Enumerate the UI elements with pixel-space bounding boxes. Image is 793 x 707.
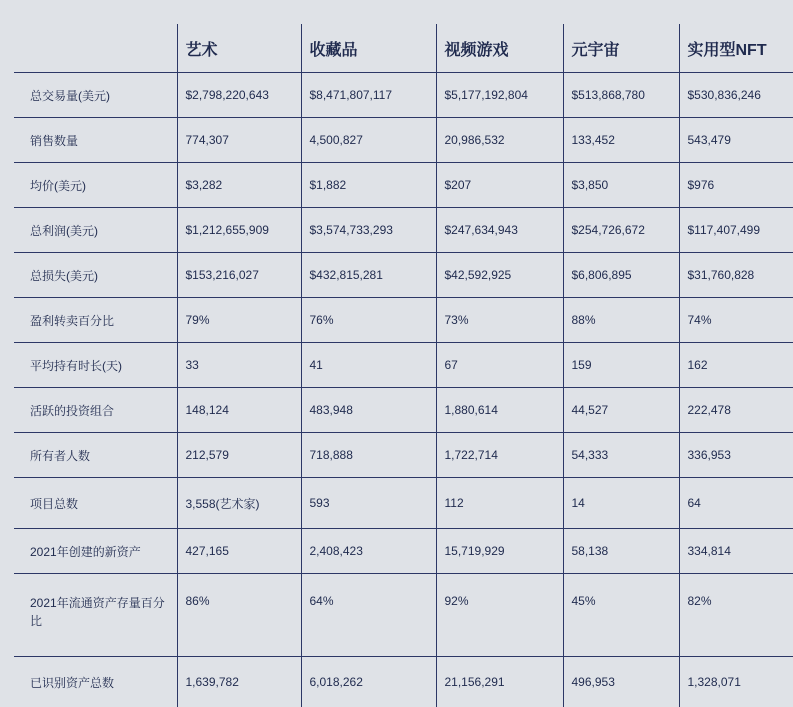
table-cell: $8,471,807,117 (301, 73, 436, 118)
table-cell: $513,868,780 (563, 73, 679, 118)
table-cell: 4,500,827 (301, 118, 436, 163)
table-cell: $42,592,925 (436, 253, 563, 298)
table-cell: 14 (563, 478, 679, 529)
table-cell: $153,216,027 (177, 253, 301, 298)
table-row-avg-price (14, 163, 793, 208)
row-label: 已识别资产总数 (14, 657, 177, 707)
table-cell: 82% (679, 574, 793, 657)
table-cell: $2,798,220,643 (177, 73, 301, 118)
table-cell: $1,212,655,909 (177, 208, 301, 253)
table-cell: $5,177,192,804 (436, 73, 563, 118)
table-cell: 1,880,614 (436, 388, 563, 433)
table-cell: $1,882 (301, 163, 436, 208)
table-cell: 222,478 (679, 388, 793, 433)
row-label: 2021年创建的新资产 (14, 529, 177, 574)
table-cell: 79% (177, 298, 301, 343)
table-cell: 148,124 (177, 388, 301, 433)
nft-category-table (14, 24, 793, 707)
table-cell: 64% (301, 574, 436, 657)
table-cell: 133,452 (563, 118, 679, 163)
table-cell: $254,726,672 (563, 208, 679, 253)
table-cell: 1,639,782 (177, 657, 301, 707)
row-label: 销售数量 (14, 118, 177, 163)
table-cell: 92% (436, 574, 563, 657)
table-cell: 212,579 (177, 433, 301, 478)
table-cell: $207 (436, 163, 563, 208)
table-row-total-loss (14, 253, 793, 298)
row-label: 所有者人数 (14, 433, 177, 478)
table-cell: $31,760,828 (679, 253, 793, 298)
table-cell: $3,282 (177, 163, 301, 208)
table-row-identified-assets-total (14, 657, 793, 707)
table-cell: 73% (436, 298, 563, 343)
table-cell: 334,814 (679, 529, 793, 574)
row-label: 平均持有时长(天) (14, 343, 177, 388)
row-label: 总损失(美元) (14, 253, 177, 298)
table-cell: 74% (679, 298, 793, 343)
table-cell: 15,719,929 (436, 529, 563, 574)
table-row-owner-count (14, 433, 793, 478)
header-art: 艺术 (177, 24, 301, 73)
table-row-project-count (14, 478, 793, 529)
table-cell: 20,986,532 (436, 118, 563, 163)
table-cell: 496,953 (563, 657, 679, 707)
table-cell: 593 (301, 478, 436, 529)
table-row-total-volume (14, 73, 793, 118)
row-label: 盈利转卖百分比 (14, 298, 177, 343)
table-cell: $432,815,281 (301, 253, 436, 298)
table-cell: 45% (563, 574, 679, 657)
table-cell: 67 (436, 343, 563, 388)
table-cell: 159 (563, 343, 679, 388)
table-cell: 1,328,071 (679, 657, 793, 707)
header-metaverse: 元宇宙 (563, 24, 679, 73)
table-row-avg-hold-days (14, 343, 793, 388)
table-cell: 336,953 (679, 433, 793, 478)
table-cell: 58,138 (563, 529, 679, 574)
row-label: 均价(美元) (14, 163, 177, 208)
table-cell: 6,018,262 (301, 657, 436, 707)
table-cell: 427,165 (177, 529, 301, 574)
table-row-circulating-pct-2021 (14, 574, 793, 657)
table-cell: 112 (436, 478, 563, 529)
table-row-active-portfolios (14, 388, 793, 433)
table-cell: 774,307 (177, 118, 301, 163)
table-cell: 33 (177, 343, 301, 388)
table-cell: 2,408,423 (301, 529, 436, 574)
table-row-sales-count (14, 118, 793, 163)
row-label: 项目总数 (14, 478, 177, 529)
table-cell: 3,558(艺术家) (177, 478, 301, 529)
table-cell: 21,156,291 (436, 657, 563, 707)
table-cell: 76% (301, 298, 436, 343)
header-utility-nft: 实用型NFT (679, 24, 793, 73)
table-row-profitable-resale-pct (14, 298, 793, 343)
table-cell: 718,888 (301, 433, 436, 478)
table-cell: 543,479 (679, 118, 793, 163)
header-empty (14, 24, 177, 73)
table-cell: $117,407,499 (679, 208, 793, 253)
table-cell: $976 (679, 163, 793, 208)
table-cell: $247,634,943 (436, 208, 563, 253)
table-cell: 162 (679, 343, 793, 388)
table-cell: 88% (563, 298, 679, 343)
table-cell: $6,806,895 (563, 253, 679, 298)
table-cell: $530,836,246 (679, 73, 793, 118)
table-cell: 44,527 (563, 388, 679, 433)
row-label: 总利润(美元) (14, 208, 177, 253)
row-label: 总交易量(美元) (14, 73, 177, 118)
table-cell: $3,574,733,293 (301, 208, 436, 253)
table-cell: 54,333 (563, 433, 679, 478)
header-collectibles: 收藏品 (301, 24, 436, 73)
table-row-total-profit (14, 208, 793, 253)
header-video-games: 视频游戏 (436, 24, 563, 73)
table-header-row (14, 24, 793, 73)
table-row-new-assets-2021 (14, 529, 793, 574)
table-cell: 1,722,714 (436, 433, 563, 478)
table-cell: 483,948 (301, 388, 436, 433)
row-label: 2021年流通资产存量百分比 (14, 574, 177, 657)
table-cell: 64 (679, 478, 793, 529)
row-label: 活跃的投资组合 (14, 388, 177, 433)
table-cell: 86% (177, 574, 301, 657)
table-cell: 41 (301, 343, 436, 388)
table-cell: $3,850 (563, 163, 679, 208)
